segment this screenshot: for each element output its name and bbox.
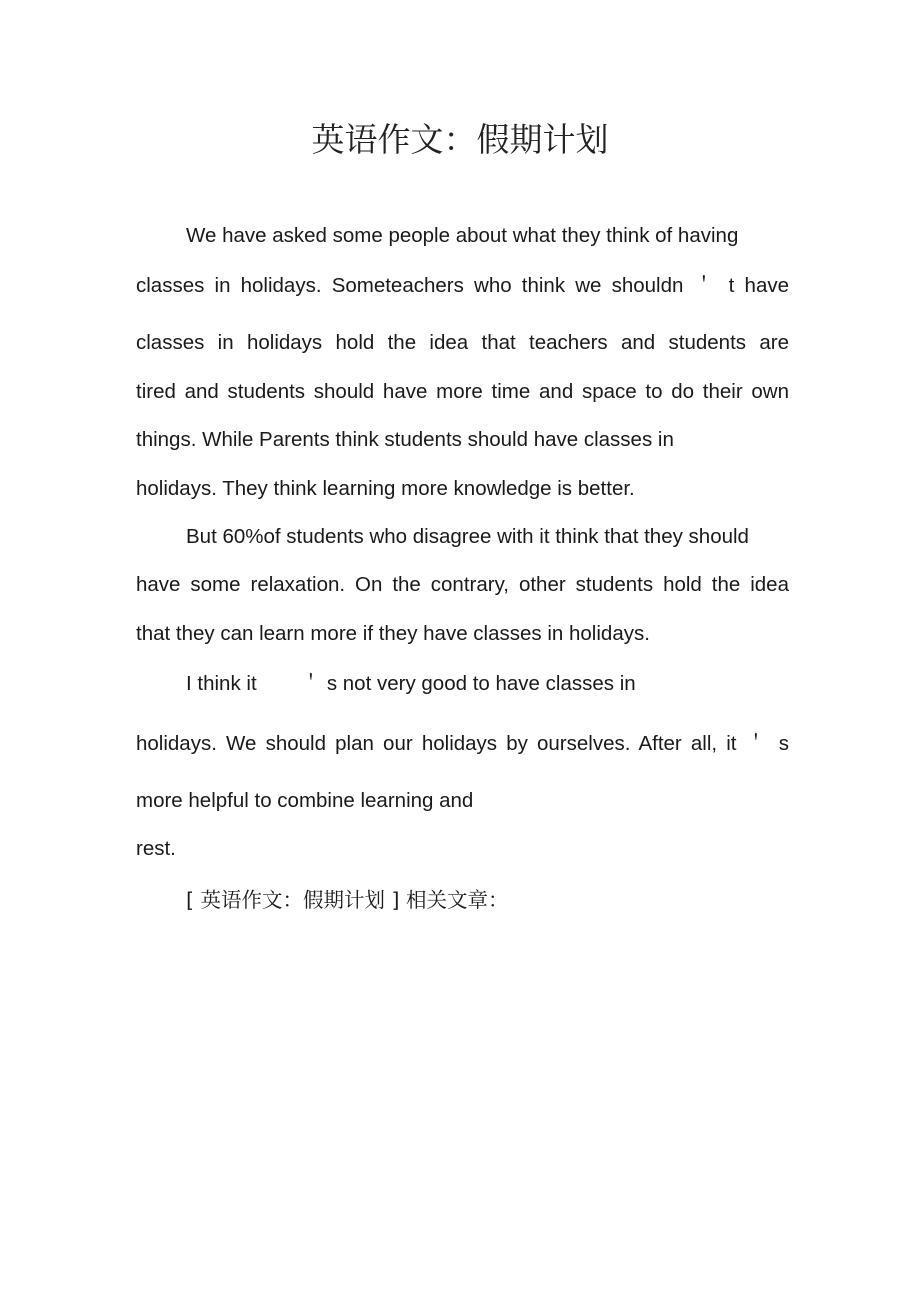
paragraph-1-line-4: tired and students should have more time and space to do their own (136, 380, 789, 403)
paragraph-2-line-1: But 60%of students who disagree with it think that they should (186, 525, 749, 548)
paragraph-2-line-2: have some relaxation. On the contrary, other students hold the idea (136, 573, 789, 596)
paragraph-3-line-1 (186, 670, 636, 698)
paragraph-1-line-5: things. While Parents think students should have classes in (136, 428, 674, 451)
paragraph-1-line-1: We have asked some people about what they think of having (186, 224, 739, 247)
paragraph-2-line-3: that they can learn more if they have classes in holidays. (136, 622, 650, 645)
paragraph-3-line-3: more helpful to combine learning and (136, 789, 474, 812)
paragraph-3-line-1-end: ＇ s not very good to have classes in (300, 672, 636, 695)
paragraph-1-line-2: classes in holidays. Someteachers who think we shouldn ＇ t have (136, 274, 789, 297)
paragraph-1-line-6: holidays. They think learning more knowledge is better. (136, 477, 635, 500)
document-title: 英语作文：假期计划 (311, 120, 609, 159)
paragraph-3-line-1-start: I think it (186, 672, 257, 695)
related-articles-heading: [ 英语作文：假期计划 ] 相关文章： (186, 888, 509, 912)
paragraph-3-line-2: holidays. We should plan our holidays by ourselves. After all, it ＇ s (136, 732, 789, 755)
paragraph-3-line-4: rest. (136, 837, 176, 860)
paragraph-1-line-3: classes in holidays hold the idea that teachers and students are (136, 331, 789, 354)
